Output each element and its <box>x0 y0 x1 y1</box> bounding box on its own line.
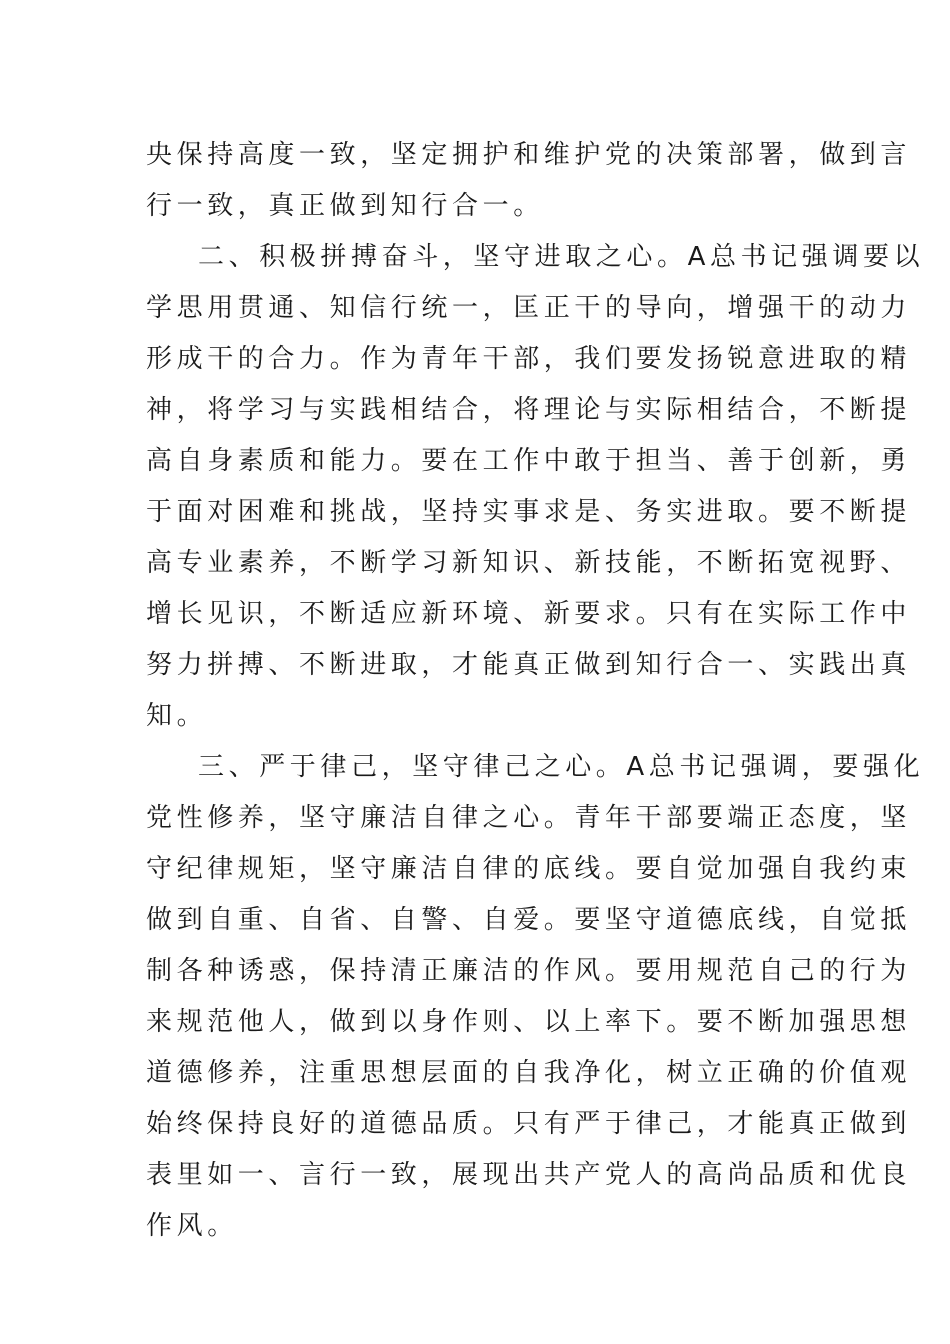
text-line: 来规范他人，做到以身作则、以上率下。要不断加强思想 <box>146 1007 912 1037</box>
text-line: 三、严于律己，坚守律己之心。A总书记强调，要强化 <box>198 752 925 782</box>
text-line: 始终保持良好的道德品质。只有严于律己，才能真正做到 <box>146 1109 912 1139</box>
text-line: 守纪律规矩，坚守廉洁自律的底线。要自觉加强自我约束 <box>146 854 912 884</box>
text-line: 行一致，真正做到知行合一。 <box>146 191 544 221</box>
text-line: 于面对困难和挑战，坚持实事求是、务实进取。要不断提 <box>146 497 912 527</box>
text-line: 知。 <box>146 701 208 731</box>
text-line: 党性修养，坚守廉洁自律之心。青年干部要端正态度，坚 <box>146 803 912 833</box>
text-line: 努力拼搏、不断进取，才能真正做到知行合一、实践出真 <box>146 650 912 680</box>
text-line: 表里如一、言行一致，展现出共产党人的高尚品质和优良 <box>146 1160 912 1190</box>
text-line: 形成干的合力。作为青年干部，我们要发扬锐意进取的精 <box>146 344 912 374</box>
text-line: 道德修养，注重思想层面的自我净化，树立正确的价值观 <box>146 1058 912 1088</box>
text-line: 作风。 <box>146 1211 238 1241</box>
text-line: 学思用贯通、知信行统一，匡正干的导向，增强干的动力 <box>146 293 912 323</box>
text-line: 二、积极拼搏奋斗，坚守进取之心。A总书记强调要以 <box>198 242 925 272</box>
text-line: 神，将学习与实践相结合，将理论与实际相结合，不断提 <box>146 395 912 425</box>
text-line: 制各种诱惑，保持清正廉洁的作风。要用规范自己的行为 <box>146 956 912 986</box>
text-line: 央保持高度一致，坚定拥护和维护党的决策部署，做到言 <box>146 140 912 170</box>
text-line: 高自身素质和能力。要在工作中敢于担当、善于创新，勇 <box>146 446 912 476</box>
text-line: 增长见识，不断适应新环境、新要求。只有在实际工作中 <box>146 599 912 629</box>
text-line: 做到自重、自省、自警、自爱。要坚守道德底线，自觉抵 <box>146 905 912 935</box>
text-line: 高专业素养，不断学习新知识、新技能，不断拓宽视野、 <box>146 548 912 578</box>
